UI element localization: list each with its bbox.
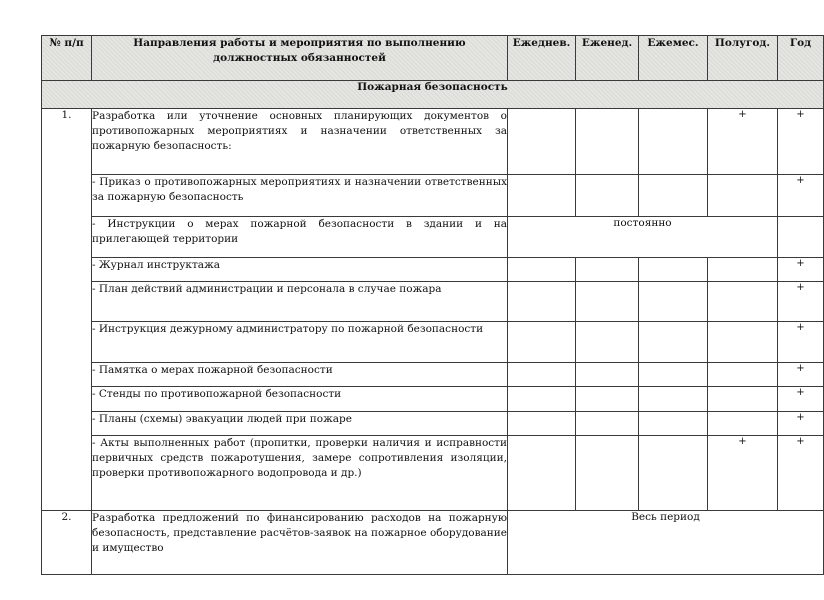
cell-daily	[508, 436, 576, 511]
header-daily: Ежеднев.	[508, 36, 576, 81]
cell-halfyear: +	[708, 436, 778, 511]
cell-period-span: постоянно	[508, 217, 778, 258]
cell-period-span: Весь период	[508, 511, 824, 575]
section-title: Пожарная безопасность	[42, 81, 824, 109]
cell-halfyear	[708, 258, 778, 282]
cell-daily	[508, 109, 576, 175]
row-text: - Приказ о противопожарных мероприятиях и назначении ответственных за пожарную безопасность	[92, 175, 508, 217]
cell-monthly	[639, 387, 708, 412]
cell-monthly	[639, 412, 708, 436]
cell-year: +	[778, 436, 824, 511]
header-year: Год	[778, 36, 824, 81]
cell-weekly	[576, 258, 639, 282]
cell-monthly	[639, 258, 708, 282]
row-text: - Стенды по противопожарной безопасности	[92, 387, 508, 412]
header-weekly: Еженед.	[576, 36, 639, 81]
cell-year: +	[778, 322, 824, 363]
table-row	[42, 175, 824, 217]
cell-weekly	[576, 363, 639, 387]
cell-halfyear: +	[708, 109, 778, 175]
cell-weekly	[576, 322, 639, 363]
cell-year: +	[778, 363, 824, 387]
cell-weekly	[576, 109, 639, 175]
row-number: 1.	[42, 109, 92, 511]
header-monthly: Ежемес.	[639, 36, 708, 81]
row-text: Разработка или уточнение основных планирующих документов о противопожарных мероприятиях и назначении ответственных за пожарную безопасность:	[92, 109, 508, 175]
cell-weekly	[576, 387, 639, 412]
row-text: - Акты выполненных работ (пропитки, проверки наличия и исправности первичных средств пожаротушения, замере сопротивления изоляции, проверки противопожарного водопровода и др.)	[92, 436, 508, 511]
cell-weekly	[576, 282, 639, 322]
cell-halfyear	[708, 412, 778, 436]
cell-halfyear	[708, 363, 778, 387]
cell-monthly	[639, 363, 708, 387]
row-text: - Планы (схемы) эвакуации людей при пожаре	[92, 412, 508, 436]
row-number: 2.	[42, 511, 92, 575]
duties-table	[41, 35, 824, 575]
row-text: - Инструкция дежурному администратору по пожарной безопасности	[92, 322, 508, 363]
cell-year: +	[778, 387, 824, 412]
cell-daily	[508, 363, 576, 387]
cell-year: +	[778, 109, 824, 175]
cell-weekly	[576, 175, 639, 217]
cell-monthly	[639, 436, 708, 511]
table-row	[42, 511, 824, 575]
cell-daily	[508, 322, 576, 363]
cell-halfyear	[708, 387, 778, 412]
cell-monthly	[639, 322, 708, 363]
row-text: Разработка предложений по финансированию расходов на пожарную безопасность, представление расчётов-заявок на пожарное оборудование и имущество	[92, 511, 508, 575]
table-row	[42, 412, 824, 436]
row-text: - План действий администрации и персонала в случае пожара	[92, 282, 508, 322]
cell-monthly	[639, 175, 708, 217]
table-row	[42, 282, 824, 322]
table-row	[42, 363, 824, 387]
row-text: - Памятка о мерах пожарной безопасности	[92, 363, 508, 387]
table-row	[42, 387, 824, 412]
cell-daily	[508, 387, 576, 412]
header-row	[42, 36, 824, 81]
header-directions: Направления работы и мероприятия по выполнению должностных обязанностей	[92, 36, 508, 81]
table-row	[42, 436, 824, 511]
cell-weekly	[576, 412, 639, 436]
header-halfyear: Полугод.	[708, 36, 778, 81]
cell-halfyear	[708, 322, 778, 363]
cell-year: +	[778, 258, 824, 282]
cell-halfyear	[708, 282, 778, 322]
cell-year: +	[778, 412, 824, 436]
cell-daily	[508, 175, 576, 217]
table-row	[42, 322, 824, 363]
cell-year: +	[778, 175, 824, 217]
cell-year: +	[778, 282, 824, 322]
cell-halfyear	[708, 175, 778, 217]
cell-daily	[508, 282, 576, 322]
header-num: № п/п	[42, 36, 92, 81]
table-row	[42, 109, 824, 175]
cell-monthly	[639, 282, 708, 322]
row-text: - Инструкции о мерах пожарной безопасности в здании и на прилегающей территории	[92, 217, 508, 258]
table-row	[42, 217, 824, 258]
section-row	[42, 81, 824, 109]
cell-weekly	[576, 436, 639, 511]
cell-daily	[508, 412, 576, 436]
cell-daily	[508, 258, 576, 282]
row-text: - Журнал инструктажа	[92, 258, 508, 282]
table-row	[42, 258, 824, 282]
cell-monthly	[639, 109, 708, 175]
cell-year	[778, 217, 824, 258]
